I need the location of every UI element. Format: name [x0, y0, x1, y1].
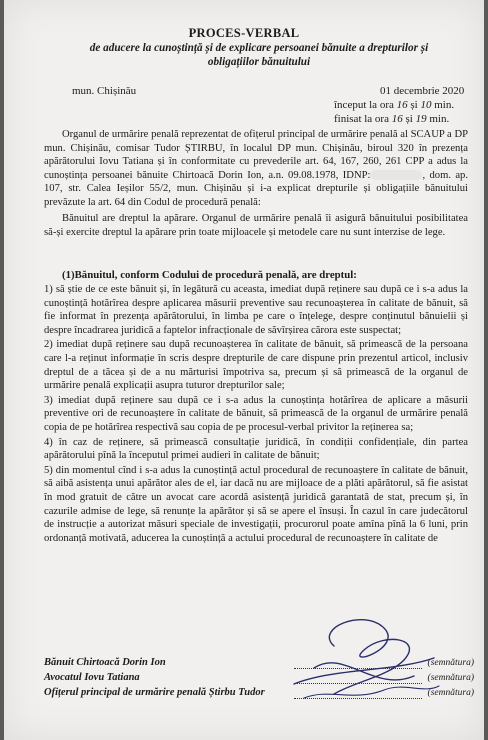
- end-time-suffix: min.: [426, 113, 450, 125]
- intro-paragraph-part-2: , dom. ap. 107, str. Calea Ieșilor 55/2, mun. Chișinău și i-a explicat drepturile și obligațiile bănuitului prevăzute la art. 64 din Codul de procedură penală:: [44, 169, 469, 208]
- document-place: mun. Chișinău: [72, 85, 137, 97]
- right-item-4: 4) în caz de reținere, să primească consultație juridică, în condiții confidențiale, din partea apărătorului pînă la începutul primei audieri în calitate de bănuit;: [44, 436, 468, 462]
- subtitle-line-1: de aducere la cunoștință și de explicare persoanei bănuite a drepturilor și: [89, 42, 429, 54]
- signature-name: Ofițerul principal de urmărire penală Știrbu Tudor: [44, 687, 265, 698]
- handwritten-signature-icon: [274, 598, 444, 710]
- intro-paragraph: [44, 128, 468, 210]
- document-title: PROCES-VERBAL: [188, 26, 300, 40]
- document-subtitle: [74, 42, 444, 69]
- end-time-and: și: [402, 113, 416, 125]
- signature-name: Avocatul Iovu Tatiana: [44, 672, 140, 683]
- start-hour: 16: [396, 99, 408, 111]
- signature-name: Bănuit Chirtoacă Dorin Ion: [44, 657, 166, 668]
- intro-paragraph-part-1: Organul de urmărire penală reprezentat de ofițerul principal de urmărire penală al SCAUP a DP mun. Chișinău, comisar Tudor ȘTIRBU, în localul DP mun. Chișinău, biroul 320 în prezența apărătorului Iovu Tatiana și în conformitate cu prevederile art. 64, 167, 260, 261 CPP a adus la cunoștința persoanei bănuite Chirtoacă Dorin Ion, a.n. 09.08.1978, IDNP:: [44, 129, 468, 181]
- document-date: 01 decembrie 2020: [380, 85, 465, 97]
- right-item-3: 3) imediat după reținere sau după ce i s-a adus la cunoștința hotărîrea de aplicare a măsurii preventive ori de recunoaștere în calitate de bănuit, să primească de la organul de urmărire penală copia de pe hotărîrea respectivă sau copia de pe procesul-verbal privitor la reținerea sa;: [44, 394, 468, 433]
- right-item-5: 5) din momentul cînd i s-a adus la cunoștință actul procedural de recunoaștere în calitate de bănuit, să aibă asistența unui apărător ales de el, iar dacă nu are mijloace de a plăti apărătorul, să fie asistat în mod gratuit de către un avocat care acordă asistență juridică garantată de stat, precum și, în cazurile admise de lege, să renunțe la apărător și să se apere el însuși. În cazul în care judecătorul de instrucție a autorizat măsuri speciale de investigații, procurorul poate amîna pînă la 6 luni, prin ordonanță motivată, aducerea la cunoștință a actului procedural de recunoaștere în calitate de: [44, 464, 468, 544]
- end-hour: 16: [391, 113, 403, 125]
- start-time-and: și: [407, 99, 421, 111]
- start-minute: 10: [420, 99, 432, 111]
- defense-right-paragraph: Bănuitul are dreptul la apărare. Organul de urmărire penală îi asigură bănuitului posibilitatea să-și exercite dreptul la apărare prin toate mijloacele și metodele care nu sunt interzise de lege.: [44, 213, 468, 238]
- rights-list: [44, 283, 468, 546]
- signature-label: (semnătura): [427, 673, 474, 683]
- right-item-2: 2) imediat după reținere sau după recunoașterea în calitate de bănuit, să primească de la persoana care l-a reținut informație în scris despre drepturile de care dispune prin prezentul articol, inclusiv dreptul de a tăcea și de a nu mărturisi împotriva sa, precum și să primească de la organul de urmărire penală explicații asupra tuturor drepturilor sale;: [44, 339, 468, 392]
- end-time: [334, 113, 449, 125]
- start-time-suffix: min.: [431, 99, 455, 111]
- signature-label: (semnătura): [427, 688, 474, 698]
- end-time-prefix: finisat la ora: [334, 113, 392, 125]
- end-minute: 19: [415, 113, 427, 125]
- subtitle-line-2: obligațiilor bănuitului: [207, 55, 311, 68]
- rights-heading: (1)Bănuitul, conform Codului de procedură penală, are dreptul:: [62, 269, 357, 281]
- start-time-prefix: început la ora: [334, 99, 397, 111]
- right-item-1: 1) să știe de ce este bănuit și, în legătură cu aceasta, imediat după reținere sau după ce i s-a adus la cunoștință hotărîrea despre aplicarea măsurii preventive sau recunoașterea în calitate de bănuit, să fie informat în prezența apărătorului, în limba pe care o înțelege, despre conținutul bănuielii și despre încadrarea juridică a faptelor infracționale de săvîrșirea cărora este suspectat;: [44, 284, 468, 336]
- start-time: [334, 99, 454, 111]
- document-page: [4, 0, 484, 740]
- signature-label: (semnătura): [427, 658, 474, 668]
- redaction-mark: [370, 170, 422, 180]
